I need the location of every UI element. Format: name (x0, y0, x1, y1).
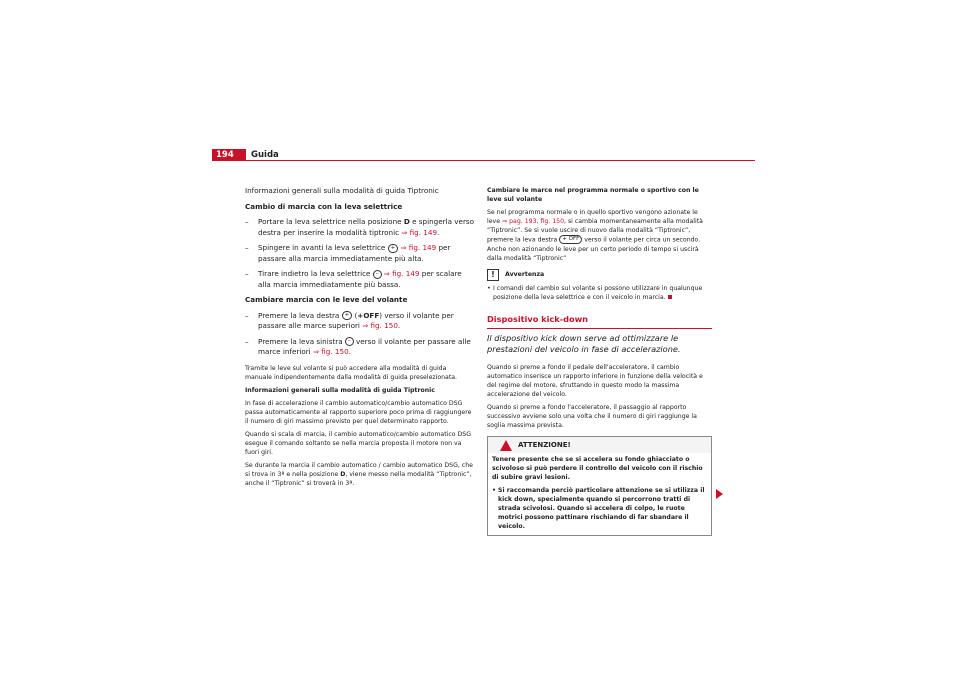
plus-key-icon: + (388, 244, 399, 253)
paragraph: Tramite le leve sul volante si può accedere alla modalità di guida manuale indipendentemente dalla modalità di guida preselezionata. (245, 364, 458, 381)
chapter-title: Guida (251, 150, 279, 160)
paragraph: Se nel programma normale o in quello sportivo vengono azionate le leve ⇒ pag. 193, fig. 150, si cambia momentaneamente alla modalità “Tiptronic”. Se si vuole uscire di nuovo dalla modalità “Tiptronic”, premere la leva destra + OFF verso il volante per circa un secondo. Anche non azionando le leve per un certo periodo di tempo si uscirà dalla modalità “Tiptronic” (487, 209, 703, 262)
warning-text: Tenere presente che se si accelera su fondo ghiacciato o scivoloso si può perdere il controllo del veicolo con il rischio di subire gravi lesioni. (492, 455, 703, 481)
paragraph: Quando si preme a fondo il pedale dell'acceleratore, il cambio automatico inserisce un rapporto inferiore in funzione della velocità e del regime del motore, sfruttando in questo modo la massima accelerazione del veicolo. (487, 363, 703, 398)
heading-steering-paddles: Cambiare marcia con le leve del volante (245, 295, 408, 304)
warning-title: ATTENZIONE! (518, 441, 571, 449)
section-title: Dispositivo kick-down (487, 313, 589, 324)
subheading: Cambiare le marce nel programma normale o sportivo con le leve sul volante (487, 187, 699, 203)
plus-key-icon: + (342, 311, 353, 320)
page-number: 194 (212, 149, 246, 161)
plus-off-key-icon: + OFF (559, 235, 582, 244)
step-2: – Spingere in avanti la leva selettrice + ⇒ fig. 149 per passare alla marcia immediatamente più alta. (245, 243, 451, 263)
warning-body (488, 453, 711, 535)
end-mark-icon (668, 295, 672, 299)
header-rule (212, 160, 755, 161)
paragraph: In fase di accelerazione il cambio automatico/cambio automatico DSG passa automaticamente al rapporto superiore poco prima di raggiungere il numero di giri massimo previsto per quel determinato rapporto. (245, 399, 472, 425)
subheading: Informazioni generali sulla modalità di guida Tiptronic (245, 386, 435, 394)
minus-key-icon: – (345, 337, 354, 346)
step-3: – Tirare indietro la leva selettrice – ⇒ fig. 149 per scalare alla marcia immediatamente più bassa. (245, 269, 462, 289)
step-4: – Premere la leva destra + (+OFF) verso il volante per passare alle marce superiori ⇒ fig. 150. (245, 310, 454, 330)
paragraph: Se durante la marcia il cambio automatico / cambio automatico DSG, che si trova in 3ª e nella posizione D, viene messo nella modalità “Tiptronic”, anche il “Tiptronic” si troverà in 3ª. (245, 461, 473, 487)
minus-key-icon: – (373, 270, 382, 279)
warning-header (488, 437, 711, 453)
heading-selector-lever: Cambio di marcia con la leva selettrice (245, 201, 403, 211)
right-column (487, 186, 712, 536)
paragraph: Quando si scala di marcia, il cambio automatico/cambio automatico DSG esegue il comando soltanto se nella marcia proposta il motore non va fuori giri. (245, 430, 472, 456)
warning-box (487, 436, 712, 536)
note-text: • I comandi del cambio sul volante si possono utilizzare in qualunque posizione della leva selettrice e con il veicolo in marcia. (487, 284, 703, 301)
step-1: – Portare la leva selettrice nella posizione D e spingerla verso destra per inserire la modalità tiptronic ⇒ fig. 149. (245, 217, 475, 237)
step-5: – Premere la leva sinistra – verso il volante per passare alle marce inferiori ⇒ fig. 150. (245, 336, 471, 356)
warning-triangle-icon (500, 440, 512, 451)
section-rule (487, 328, 712, 329)
note-icon: ! (487, 269, 499, 281)
note-title: Avvertenza (505, 271, 545, 278)
paragraph: Quando si preme a fondo l'acceleratore, il passaggio al rapporto successivo avviene solo una volta che il numero di giri raggiunge la soglia massima prevista. (487, 403, 697, 429)
section-subtitle: Il dispositivo kick down serve ad ottimizzare le prestazioni del veicolo in fase di accelerazione. (487, 332, 681, 354)
left-column (245, 186, 475, 492)
warning-text: • Si raccomanda perciò particolare attenzione se si utilizza il kick down, specialmente quando si percorrono tratti di strada scivolosi. Quando si accelera di colpo, le ruote motrici possono pattinare rischiando di far sbandare il veicolo. (492, 486, 705, 530)
continue-arrow-icon (716, 489, 723, 499)
intro-heading: Informazioni generali sulla modalità di guida Tiptronic (245, 186, 439, 195)
note-header (487, 269, 712, 281)
